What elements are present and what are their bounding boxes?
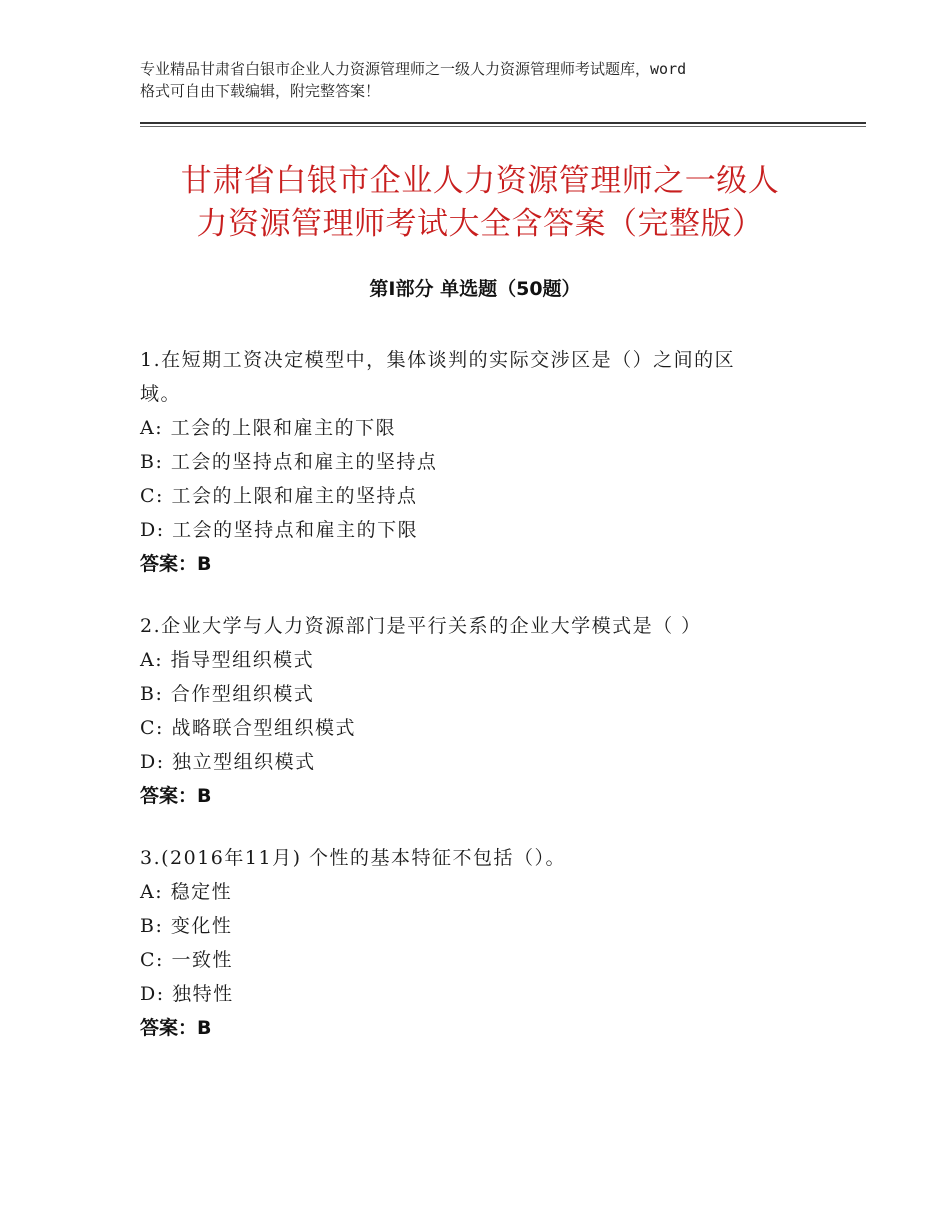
option-d: D: 工会的坚持点和雇主的下限 [140,519,419,541]
header-rule-thin [140,126,866,127]
question-1 [140,343,800,581]
header-note-line-1: 专业精品甘肃省白银市企业人力资源管理师之一级人力资源管理师考试题库，word [140,60,687,78]
question-2 [140,609,800,813]
document-title [120,160,840,246]
header-rule-thick [140,122,866,124]
header-note-line-2: 格式可自由下载编辑，附完整答案！ [140,82,381,100]
option-b: B: 工会的坚持点和雇主的坚持点 [140,451,438,473]
option-b: B: 变化性 [140,915,233,937]
header-note [140,58,830,102]
option-d: D: 独特性 [140,983,234,1005]
question-stem: 3.(2016年11月) 个性的基本特征不包括（）。 [140,847,567,869]
question-3 [140,841,800,1045]
answer: 答案：B [140,553,212,575]
option-b: B: 合作型组织模式 [140,683,315,705]
question-stem-continued: 域。 [140,383,182,405]
question-stem: 2.企业大学与人力资源部门是平行关系的企业大学模式是（ ） [140,615,702,637]
option-a: A: 指导型组织模式 [140,649,315,671]
document-title-line-1: 甘肃省白银市企业人力资源管理师之一级人 [180,163,780,199]
document-title-line-2: 力资源管理师考试大全含答案（完整版） [196,206,764,242]
answer: 答案：B [140,785,212,807]
option-a: A: 稳定性 [140,881,233,903]
option-c: C: 战略联合型组织模式 [140,717,356,739]
option-a: A: 工会的上限和雇主的下限 [140,417,397,439]
answer: 答案：B [140,1017,212,1039]
option-c: C: 工会的上限和雇主的坚持点 [140,485,418,507]
option-d: D: 独立型组织模式 [140,751,316,773]
section-title: 第Ⅰ部分 单选题（50题） [369,278,581,300]
question-stem: 1.在短期工资决定模型中，集体谈判的实际交涉区是（）之间的区 [140,349,736,371]
option-c: C: 一致性 [140,949,233,971]
question-list [140,343,800,1073]
